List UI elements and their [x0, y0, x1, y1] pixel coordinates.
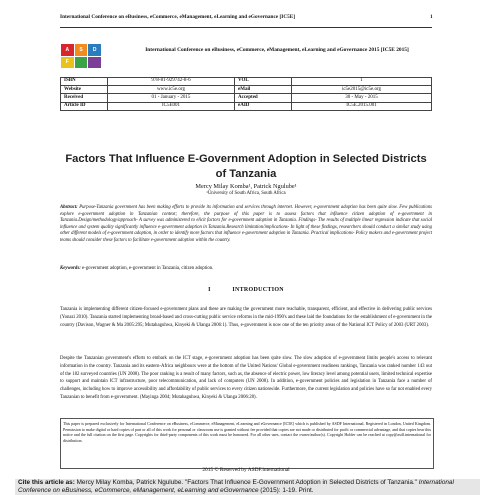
section-heading	[60, 287, 432, 293]
conference-name: International Conference on eBusiness, eCommerce, eManagement, eLearning and eGovernance 2015 [IC5E 2015]	[145, 47, 409, 53]
cite-authors: Mercy Milay Komba, Patrick Ngulube.	[76, 479, 184, 486]
table-row	[61, 78, 432, 86]
logo-cell: A	[61, 44, 74, 56]
permission-notice-box: This paper is prepared exclusively for International Conference on eBusiness, eCommerce, eManagement, eLearning and eGovernance [IC5E] which is published by ASDF International, Registered in London, United Kingdom. Permission to make digital or hard copies of part or all of this work for personal or classroom use is granted without fee provided that copies are not made or distributed for profit or commercial advantage, and that copies bear this notice and the full citation on the first page. Copyrights for third-party components of this work must be honoured. For all other uses, contact the owner/author(s). Copyright Holder can be reached at copy@asdf.international for distribution.	[60, 418, 434, 469]
cite-label: Cite this article as:	[18, 479, 75, 486]
abstract	[60, 205, 432, 244]
paper-title: Factors That Influence E-Government Adoption in Selected Districts of Tanzania	[65, 153, 427, 180]
header-rule	[60, 27, 432, 28]
copyright-line: 2015 © Reserved by ASDF.international	[202, 467, 290, 473]
meta-value: 01 - January - 2015	[108, 94, 235, 102]
table-row	[61, 102, 432, 110]
table-row	[61, 86, 432, 94]
keywords-label: Keywords:	[60, 266, 81, 271]
keywords	[60, 266, 432, 271]
keywords-text: e-government adoption, e-government in Tanzania, citizen adoption.	[82, 266, 214, 271]
cite-title: "Factors That Influence E-Government Adoption in Selected Districts of Tanzania."	[184, 479, 417, 486]
meta-value: ic5e2015@ic5e.org	[292, 86, 432, 94]
meta-key: Article ID	[61, 102, 108, 110]
abstract-text: Purpose-Tanzania government has been making efforts to provide its information and services through internet. However, e-government adoption has been quite slow. Few publications explore e-government adoption in Tanzanian context; therefore, the purpose of this paper is to assess factors that influence citizen adoption of e-government in Tanzania.Design/methodology/approach- A survey was administered to elicit factors for e-government adoption in Tanzania. Findings- The results of multiple linear regression indicate that social influence and system quality significantly influence e-government adoption in Tanzania.Research limitation/implications- In light of these findings, researchers should conduct a similar study using other different models of e-government adoption, in order to identify more factors that influence e-government adoption in Tanzania. Practical implications- Policy makers and e-government project teams should consider these factors to facilitate e-government adoption within the country.	[60, 205, 432, 243]
logo-cell	[88, 57, 101, 69]
intro-paragraph-1: Tanzania is implementing different citizen-focused e-government plans and these are making the government more reachable, transparent, efficient, and effective in delivering public services (Yonazi 2010). Tanzania started implementing broad-based and cross-cutting public service reforms in the mid-1990's and these laid the foundations for the establishment of e-government in the country (Davison, Wagner & Ma 2005:295; Mutahaguhwa, Kinyeki & Ulanga 2006:1). Thus, e-government is now one of the ten priority areas of the National ICT Policy of 2003 (URT 2003).	[60, 307, 432, 328]
logo-cell: S	[75, 44, 88, 56]
page-number: 1	[430, 14, 433, 20]
meta-key: eAID	[235, 102, 292, 110]
table-row	[61, 94, 432, 102]
logo-cell	[75, 57, 88, 69]
running-head: International Conference on eBusiness, eCommerce, eManagement, eLearning and eGovernance [IC5E]	[60, 14, 296, 20]
meta-value: IC5E001	[108, 102, 235, 110]
meta-key: Website	[61, 86, 108, 94]
paper-authors: Mercy Milay Komba¹, Patrick Ngulube¹	[195, 183, 297, 190]
cite-venue: International Conference on eBusiness, eCommerce, eManagement, eLearning and eGovernance	[18, 479, 454, 494]
meta-value: 1	[292, 78, 432, 86]
meta-key: VOL	[235, 78, 292, 86]
citation-banner	[15, 479, 480, 495]
author-affiliation: ¹University of South Africa, South Africa	[206, 191, 286, 196]
meta-key: Accepted	[235, 94, 292, 102]
section-title: INTRODUCTION	[232, 287, 284, 293]
section-number: I	[208, 287, 211, 293]
logo-cell: F	[61, 57, 74, 69]
meta-key: ISBN	[61, 78, 108, 86]
asdf-logo	[61, 44, 101, 68]
cite-tail: (2015): 1-19. Print.	[260, 487, 314, 494]
meta-key: Received	[61, 94, 108, 102]
meta-value: www.ic5e.org	[108, 86, 235, 94]
abstract-label: Abstract:	[60, 205, 78, 210]
meta-value: 30 - May - 2015	[292, 94, 432, 102]
meta-value: IC5E.2015.001	[292, 102, 432, 110]
meta-key: eMail	[235, 86, 292, 94]
meta-value: 978-81-929742-8-6	[108, 78, 235, 86]
intro-paragraph-2: Despite the Tanzanian government's efforts to embark on the ICT stage, e-government adoption has been quite slow. The slow adoption of e-government limits people's access to relevant information in the country. Tanzania and its eastern-Africa neighbours were at the bottom of the United Nations' Global e-government readiness rankings, Tanzania was ranked number 143 out of the 182 surveyed countries (UN 2008). The poor ranking is a result of many factors, such as, the absence of electric power, low literacy level among potential users, limited technical expertise to support and maintain ICT infrastructure, poor telecommunication, and lack of computers (UN 2008). In addition, e-government policies and legislation in Tanzania face a number of challenges, including how to improve accessibility and affordability of public services to every citizen nationwide. Furthermore, the current legislation and policies have so far not enabled every Tanzanian to benefit from e-government. (Mayinga 2004; Mutahaguhwa, Kinyeki & Ulanga 2006:28).	[60, 356, 432, 400]
logo-cell: D	[88, 44, 101, 56]
article-meta-table	[60, 77, 432, 111]
